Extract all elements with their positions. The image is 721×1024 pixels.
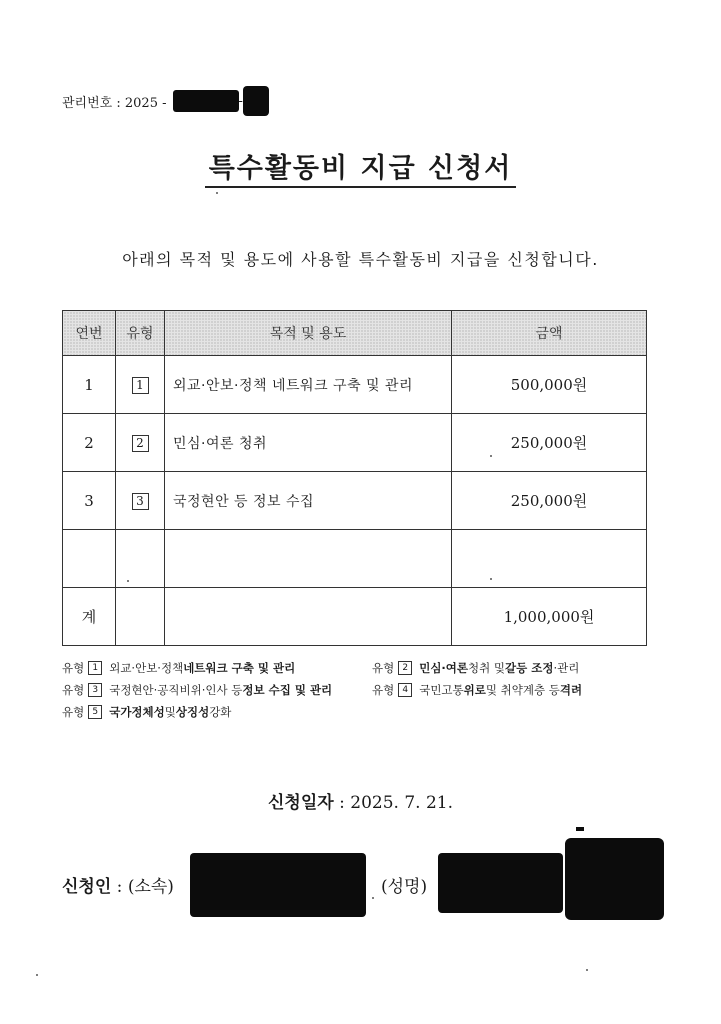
legend-bold: 국가정체성 <box>109 705 165 719</box>
table-row <box>63 472 647 530</box>
row-type <box>116 530 165 588</box>
table-row <box>63 530 647 588</box>
total-amount: 1,000,000원 <box>452 588 647 646</box>
header-type: 유형 <box>116 311 165 356</box>
scan-speck <box>127 580 129 582</box>
legend-item <box>62 701 372 723</box>
legend-prefix: 유형 <box>62 705 85 719</box>
applicant-sep: : <box>111 877 128 897</box>
legend-plain: 강화 <box>209 705 232 719</box>
table-row <box>63 414 647 472</box>
legend-row <box>62 701 682 723</box>
scan-speck <box>586 969 588 971</box>
document-title-text: 특수활동비 지급 신청서 <box>205 153 517 188</box>
legend-item <box>372 657 682 679</box>
row-amount: 250,000원 <box>452 414 647 472</box>
request-table <box>62 310 647 646</box>
header-amount: 금액 <box>452 311 647 356</box>
legend-item <box>62 679 372 701</box>
row-amount: 500,000원 <box>452 356 647 414</box>
legend-bold: 민심·여론 <box>419 661 469 675</box>
date-value: 2025. 7. 21. <box>350 793 453 813</box>
row-purpose <box>165 530 452 588</box>
legend-prefix: 유형 <box>372 661 395 675</box>
legend-bold: 상징성 <box>175 705 210 719</box>
scan-speck <box>216 192 218 194</box>
legend-plain: 국정현안·공직비위·인사 등 <box>109 683 243 697</box>
date-label: 신청일자 <box>268 793 334 813</box>
applicant-line <box>62 872 174 897</box>
redaction-block <box>243 86 269 116</box>
management-number-dash: - <box>238 93 243 109</box>
legend-plain: 및 <box>164 705 176 719</box>
legend-bold: 격려 <box>559 683 583 697</box>
row-seq: 3 <box>63 472 116 530</box>
redaction-block <box>173 90 239 112</box>
row-purpose: 외교·안보·정책 네트워크 구축 및 관리 <box>165 356 452 414</box>
type-legend <box>62 657 682 723</box>
legend-plain: 국민고통 <box>419 683 464 697</box>
table-header-row <box>63 311 647 356</box>
legend-item <box>372 679 682 701</box>
row-type <box>116 356 165 414</box>
row-amount: 250,000원 <box>452 472 647 530</box>
intro-text: 아래의 목적 및 용도에 사용할 특수활동비 지급을 신청합니다. <box>122 250 599 269</box>
legend-bold: 네트워크 구축 및 관리 <box>183 661 296 675</box>
legend-plain: 청취 및 <box>468 661 506 675</box>
table-total-row <box>63 588 647 646</box>
scan-mark <box>576 827 584 831</box>
type-box: 1 <box>132 377 149 394</box>
legend-item <box>62 657 372 679</box>
legend-row <box>62 679 682 701</box>
name-redaction <box>438 853 563 913</box>
legend-bold: 정보 수집 및 관리 <box>242 683 333 697</box>
date-sep: : <box>333 793 351 813</box>
document-title <box>0 146 721 185</box>
legend-prefix: 유형 <box>372 683 395 697</box>
row-seq: 1 <box>63 356 116 414</box>
legend-type-box: 2 <box>398 661 412 675</box>
legend-type-box: 4 <box>398 683 412 697</box>
legend-row <box>62 657 682 679</box>
table-row <box>63 356 647 414</box>
management-number <box>62 86 269 116</box>
legend-type-box: 1 <box>88 661 102 675</box>
type-box: 3 <box>132 493 149 510</box>
signature-redaction <box>565 838 664 920</box>
affiliation-label: (소속) <box>127 877 174 897</box>
legend-bold: 위로 <box>463 683 486 697</box>
management-number-label: 관리번호 : 2025 - <box>62 95 167 111</box>
row-seq <box>63 530 116 588</box>
scan-speck <box>36 974 38 976</box>
row-type <box>116 472 165 530</box>
total-empty-type <box>116 588 165 646</box>
applicant-label: 신청인 <box>62 877 112 897</box>
application-date <box>0 788 721 813</box>
type-box: 2 <box>132 435 149 452</box>
name-label: (성명) <box>381 877 428 897</box>
legend-plain: 및 취약계층 등 <box>485 683 560 697</box>
row-purpose: 민심·여론 청취 <box>165 414 452 472</box>
legend-bold: 갈등 조정 <box>505 661 554 675</box>
legend-plain: ·관리 <box>553 661 580 675</box>
legend-type-box: 5 <box>88 705 102 719</box>
total-empty-purpose <box>165 588 452 646</box>
row-type <box>116 414 165 472</box>
header-seq: 연번 <box>63 311 116 356</box>
legend-prefix: 유형 <box>62 683 85 697</box>
header-purpose: 목적 및 용도 <box>165 311 452 356</box>
row-purpose: 국정현안 등 정보 수집 <box>165 472 452 530</box>
row-amount <box>452 530 647 588</box>
row-seq: 2 <box>63 414 116 472</box>
scan-speck <box>372 897 374 899</box>
scan-speck <box>490 455 492 457</box>
legend-plain: 외교·안보·정책 <box>109 661 184 675</box>
legend-prefix: 유형 <box>62 661 85 675</box>
total-label: 계 <box>63 588 116 646</box>
affiliation-redaction <box>190 853 366 917</box>
scan-speck <box>490 578 492 580</box>
legend-type-box: 3 <box>88 683 102 697</box>
